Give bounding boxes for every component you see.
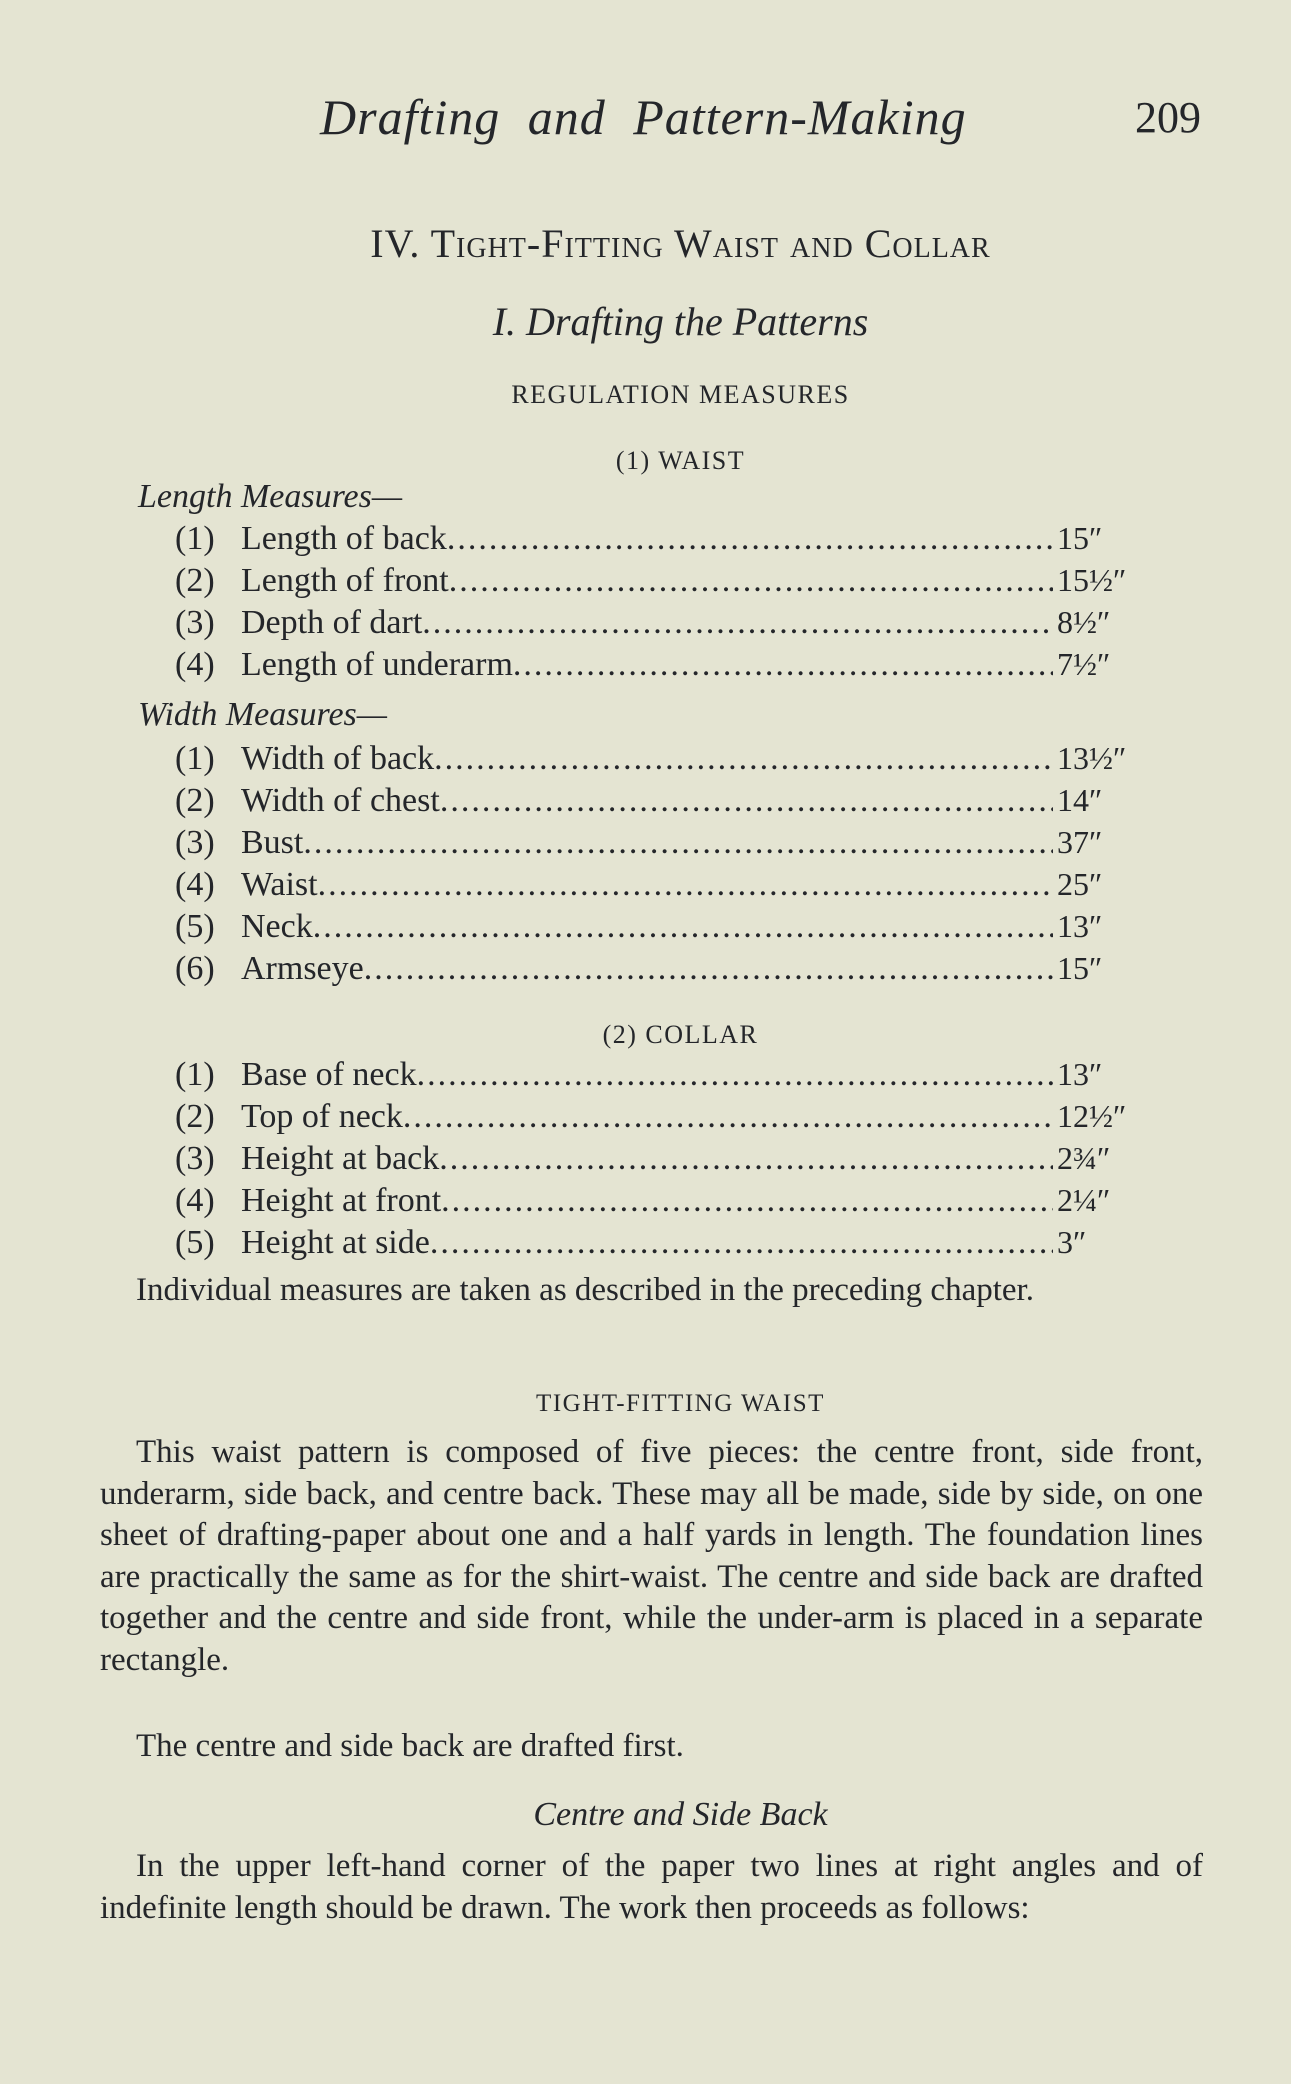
dot-leader (422, 604, 1053, 642)
dot-leader (403, 1098, 1053, 1136)
measure-number: (5) (175, 1224, 215, 1261)
measure-value: 12½″ (1057, 1098, 1127, 1134)
measure-label: Height at back (241, 1140, 440, 1177)
dot-leader (434, 740, 1053, 778)
measure-label: Length of back (241, 520, 447, 557)
regulation-measures-heading: REGULATION MEASURES (511, 380, 850, 409)
measure-label: Bust (241, 824, 304, 861)
measure-row (175, 740, 1135, 782)
measure-number: (3) (175, 604, 215, 641)
measure-label: Width of back (241, 740, 435, 777)
section-heading: I. Drafting the Patterns (492, 299, 869, 344)
measure-label: Length of underarm (241, 646, 513, 683)
dot-leader (430, 1224, 1053, 1262)
measure-row (175, 782, 1135, 824)
individual-measures-paragraph: Individual measures are taken as described in the preceding chapter. (136, 1272, 1034, 1308)
measure-label: Width of chest (241, 782, 440, 819)
dot-leader (441, 1182, 1053, 1220)
measure-number: (1) (175, 1056, 215, 1093)
measure-number: (4) (175, 646, 215, 683)
measure-number: (5) (175, 908, 215, 945)
running-title: Drafting and Pattern-Making (320, 89, 967, 145)
drafted-first-paragraph: The centre and side back are drafted first. (136, 1728, 684, 1764)
measure-row (175, 950, 1135, 992)
dot-leader (513, 646, 1053, 684)
measure-number: (4) (175, 1182, 215, 1219)
upper-left-paragraph: In the upper left-hand corner of the paper two lines at right angles and of indefinite length should be drawn. The work then proceeds as follows: (100, 1848, 1203, 1926)
measure-row (175, 866, 1135, 908)
dot-leader (447, 520, 1053, 558)
measure-label: Height at front (241, 1182, 442, 1219)
centre-side-back-heading: Centre and Side Back (533, 1796, 828, 1833)
measure-number: (1) (175, 520, 215, 557)
measure-number: (4) (175, 866, 215, 903)
measure-number: (3) (175, 824, 215, 861)
measure-row (175, 562, 1135, 604)
measure-label: Base of neck (241, 1056, 417, 1093)
measure-value: 37″ (1057, 824, 1103, 860)
measure-row (175, 908, 1135, 950)
measure-number: (2) (175, 1098, 215, 1135)
measure-label: Depth of dart (241, 604, 423, 641)
measure-row (175, 1182, 1135, 1224)
measure-value: 15″ (1057, 520, 1103, 556)
measure-row (175, 1224, 1135, 1266)
measure-value: 2¼″ (1057, 1182, 1111, 1218)
measure-value: 3″ (1057, 1224, 1087, 1260)
measure-value: 15″ (1057, 950, 1103, 986)
measure-label: Waist (241, 866, 318, 903)
measure-value: 14″ (1057, 782, 1103, 818)
measure-row (175, 646, 1135, 688)
tight-fitting-waist-heading: TIGHT-FITTING WAIST (536, 1390, 825, 1417)
measure-value: 8½″ (1057, 604, 1111, 640)
collar-heading: (2) COLLAR (602, 1020, 759, 1049)
width-measures-label: Width Measures— (138, 696, 388, 733)
dot-leader (417, 1056, 1053, 1094)
dot-leader (439, 1140, 1053, 1178)
measure-label: Length of front (241, 562, 449, 599)
measure-label: Height at side (241, 1224, 430, 1261)
measure-value: 15½″ (1057, 562, 1127, 598)
composition-paragraph: This waist pattern is composed of five pieces: the centre front, side front, underarm, side back, and centre back. These may all be made, side by side, on one sheet of drafting-paper about one and a half yards in length. The foundation lines are practically the same as for the shirt-waist. The centre and side back are drafted together and the centre and side front, while the under-arm is placed in a separate rectangle. (100, 1434, 1203, 1678)
page-number: 209 (1135, 93, 1201, 142)
dot-leader (440, 782, 1053, 820)
waist-heading: (1) WAIST (615, 446, 746, 475)
measure-row (175, 1140, 1135, 1182)
measure-number: (2) (175, 782, 215, 819)
chapter-heading: IV. Tight-Fitting Waist and Collar (370, 221, 991, 266)
measure-row (175, 824, 1135, 866)
dot-leader (313, 908, 1053, 946)
length-measures-label: Length Measures— (138, 478, 403, 515)
measure-label: Top of neck (241, 1098, 403, 1135)
dot-leader (318, 866, 1053, 904)
measure-value: 7½″ (1057, 646, 1111, 682)
measure-value: 13½″ (1057, 740, 1127, 776)
measure-number: (6) (175, 950, 215, 987)
dot-leader (364, 950, 1053, 988)
measure-row (175, 520, 1135, 562)
measure-value: 2¾″ (1057, 1140, 1111, 1176)
measure-number: (3) (175, 1140, 215, 1177)
measure-number: (1) (175, 740, 215, 777)
measure-row (175, 604, 1135, 646)
measure-label: Neck (241, 908, 313, 945)
dot-leader (303, 824, 1053, 862)
measure-value: 25″ (1057, 866, 1103, 902)
measure-value: 13″ (1057, 908, 1103, 944)
measure-row (175, 1056, 1135, 1098)
measure-row (175, 1098, 1135, 1140)
dot-leader (449, 562, 1053, 600)
measure-value: 13″ (1057, 1056, 1103, 1092)
measure-label: Armseye (241, 950, 364, 987)
measure-number: (2) (175, 562, 215, 599)
